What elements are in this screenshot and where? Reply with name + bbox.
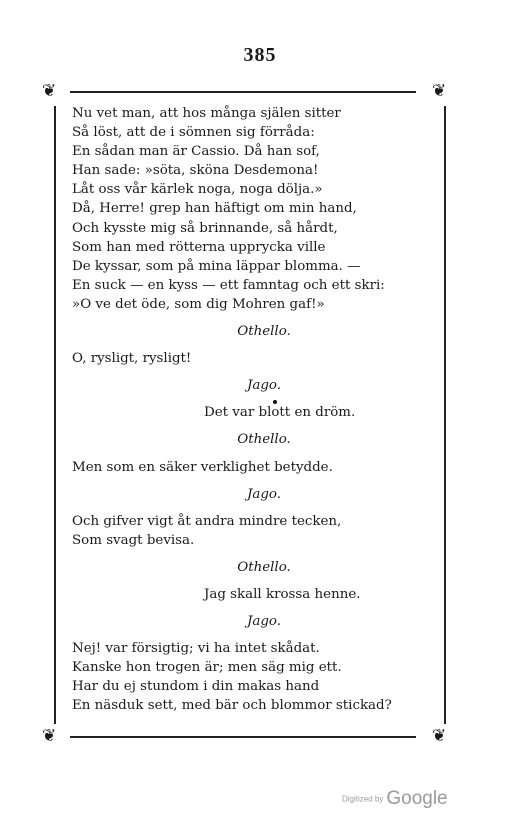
verse-line: O, rysligt, rysligt! [72,351,192,367]
verse-line: Har du ej stundom i din makas hand [72,679,320,695]
verse-line: »O ve det öde, som dig Mohren gaf!» [72,296,325,312]
verse-line: Nu vet man, att hos många själen sitter [72,106,341,121]
verse-line: Och kysste mig så brinnande, så hårdt, [72,220,338,236]
verse-line: En suck — en kyss — ett famntag och ett skri: [72,277,385,293]
verse-line: Då, Herre! grep han häftigt om min hand, [72,201,357,217]
poem-text [72,104,432,716]
speaker-name: Jago. [246,378,281,394]
speaker-name: Jago. [246,614,281,630]
frame-top-line [70,91,416,93]
verse-line: Jag skall krossa henne. [204,586,361,602]
digitized-watermark [342,788,448,810]
verse-line: Det var blott en dröm. [204,405,356,421]
ornament-top-right-icon: ❦ [432,81,447,101]
verse-line: Så löst, att de i sömnen sig förråda: [72,125,315,141]
verse-line: Kanske hon trogen är; men säg mig ett. [72,660,342,676]
speaker-name: Jago. [246,486,281,502]
verse-line: Nej! var försigtig; vi ha intet skådat. [72,641,320,657]
verse-line: Som han med rötterna upprycka ville [72,239,326,255]
frame-left-line [54,106,56,724]
speaker-name: Othello. [237,324,291,340]
verse-line: Och gifver vigt åt andra mindre tecken, [72,513,342,529]
page-number: 385 [243,44,277,66]
speaker-name: Othello. [237,559,291,575]
speaker-name: Othello. [237,432,291,448]
verse-line: En näsduk sett, med bär och blommor stickad? [72,698,392,714]
ornament-bottom-right-icon: ❦ [432,726,447,746]
ornament-bottom-left-icon: ❦ [42,726,57,746]
verse-line: En sådan man är Cassio. Då han sof, [72,144,320,160]
verse-line: De kyssar, som på mina läppar blomma. — [72,258,361,274]
verse-line: Låt oss vår kärlek noga, noga dölja.» [72,182,323,198]
verse-line: Som svagt bevisa. [72,532,195,548]
frame-bottom-line [70,736,416,738]
verse-line: Men som en säker verklighet betydde. [72,459,333,475]
ornament-top-left-icon: ❦ [42,81,57,101]
watermark-prefix: Digitized by [342,794,384,804]
verse-line: Han sade: »söta, sköna Desdemona! [72,163,319,179]
frame-right-line [444,106,446,724]
watermark-brand: Google [386,788,448,809]
